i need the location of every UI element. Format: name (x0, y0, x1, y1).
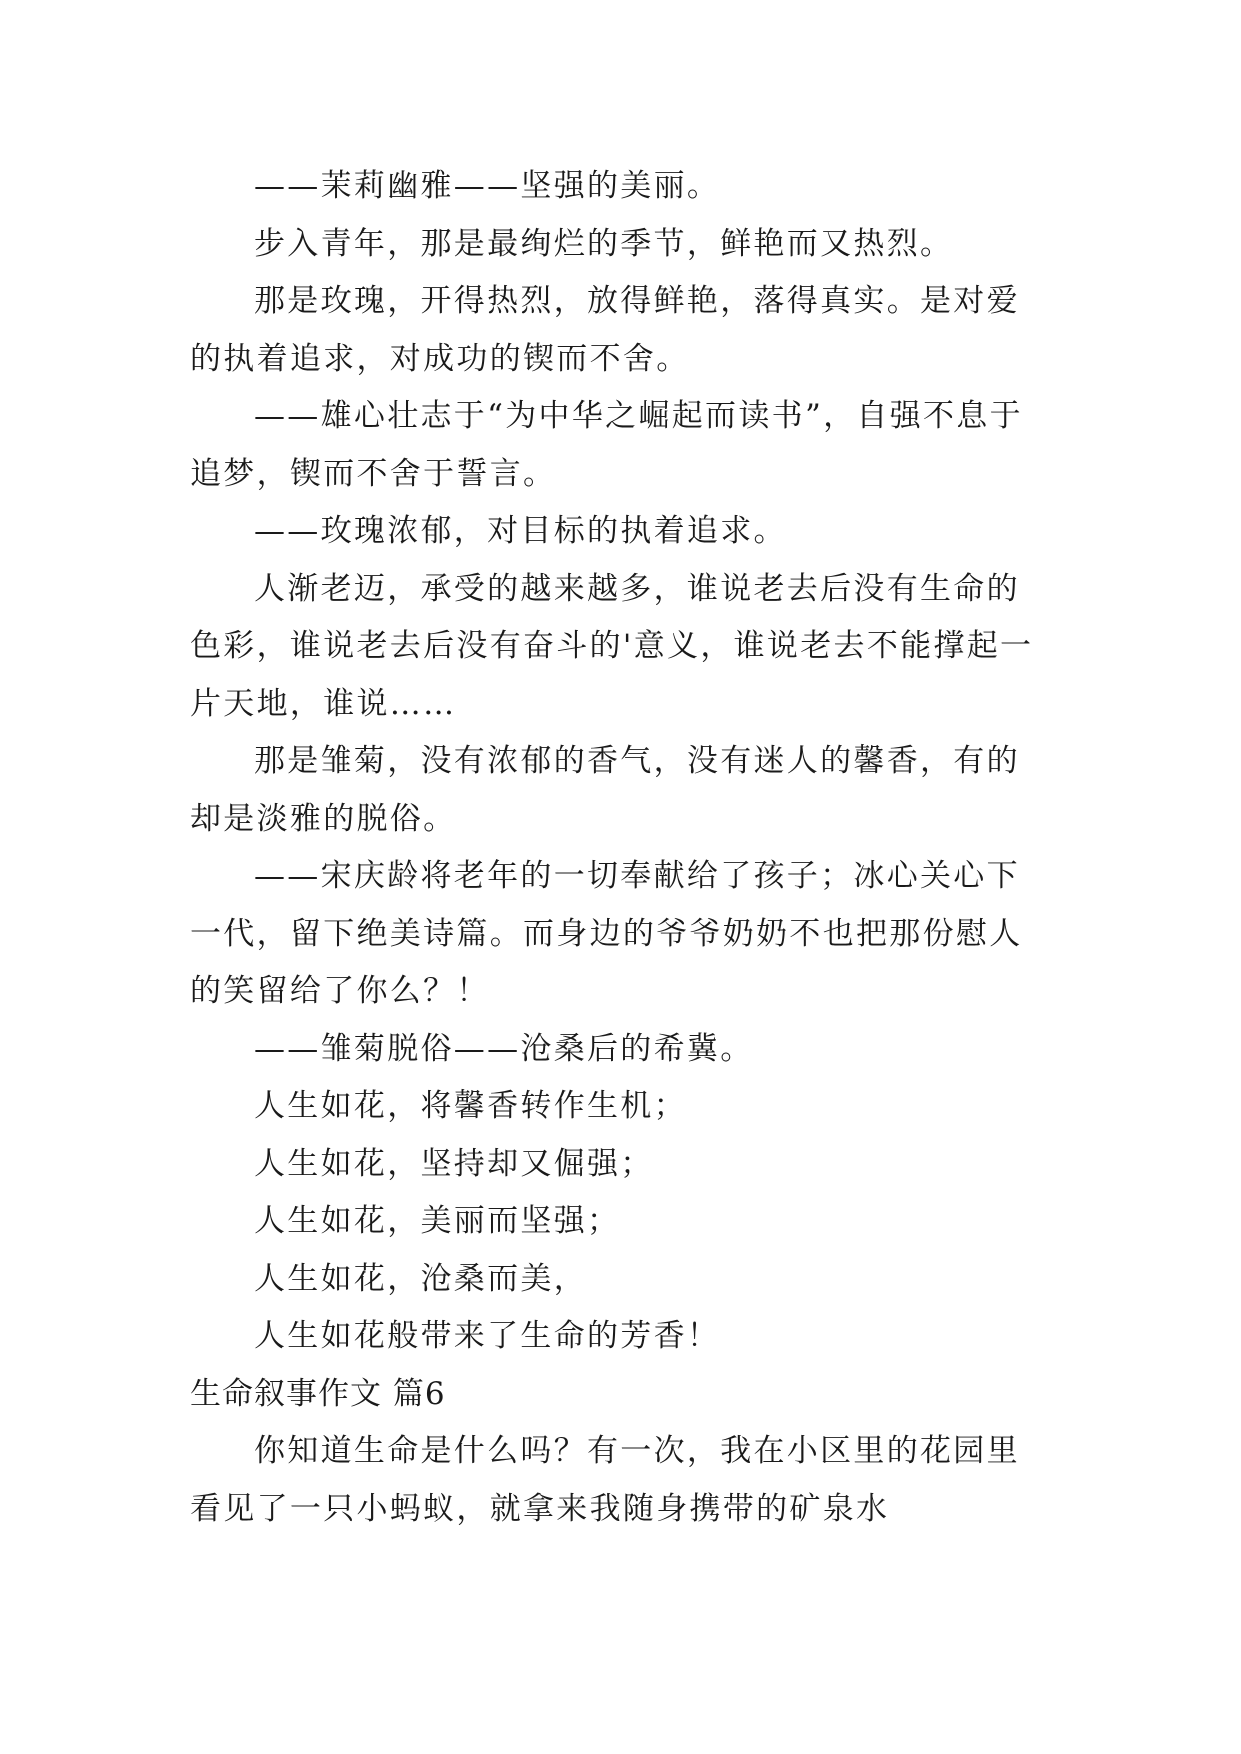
paragraph: 人生如花般带来了生命的芳香！ (254, 1318, 721, 1354)
paragraph: ——雄心壮志于“为中华之崛起而读书”，自强不息于追梦，锲而不舍于誓言。 (190, 398, 1023, 492)
paragraph: 人生如花，坚持却又倔强； (254, 1145, 654, 1182)
paragraph: ——雏菊脱俗——沧桑后的希冀。 (254, 1030, 754, 1067)
section-heading: 生命叙事作文 篇6 (190, 1375, 446, 1412)
document-body (190, 158, 1050, 1538)
paragraph: 人渐老迈，承受的越来越多，谁说老去后没有生命的色彩，谁说老去后没有奋斗的'意义，谁说老去不能撑起一片天地，谁说…… (190, 570, 1034, 722)
paragraph: 人生如花，美丽而坚强； (254, 1203, 621, 1239)
paragraph: 你知道生命是什么吗？有一次，我在小区里的花园里看见了一只小蚂蚁，就拿来我随身携带的矿泉水 (190, 1433, 1020, 1527)
paragraph: ——宋庆龄将老年的一切奉献给了孩子；冰心关心下一代，留下绝美诗篇。而身边的爷爷奶奶不也把那份慰人的笑留给了你么？！ (190, 858, 1023, 1009)
paragraph: ——玫瑰浓郁，对目标的执着追求。 (254, 513, 787, 549)
paragraph: 那是玫瑰，开得热烈，放得鲜艳，落得真实。是对爱的执着追求，对成功的锲而不舍。 (190, 283, 1020, 377)
paragraph: 人生如花，沧桑而美， (254, 1260, 587, 1297)
paragraph: 人生如花，将馨香转作生机； (254, 1088, 687, 1124)
paragraph: ——茉莉幽雅——坚强的美丽。 (254, 168, 721, 204)
paragraph: 步入青年，那是最绚烂的季节，鲜艳而又热烈。 (254, 225, 954, 262)
paragraph: 那是雏菊，没有浓郁的香气，没有迷人的馨香，有的却是淡雅的脱俗。 (190, 743, 1020, 837)
